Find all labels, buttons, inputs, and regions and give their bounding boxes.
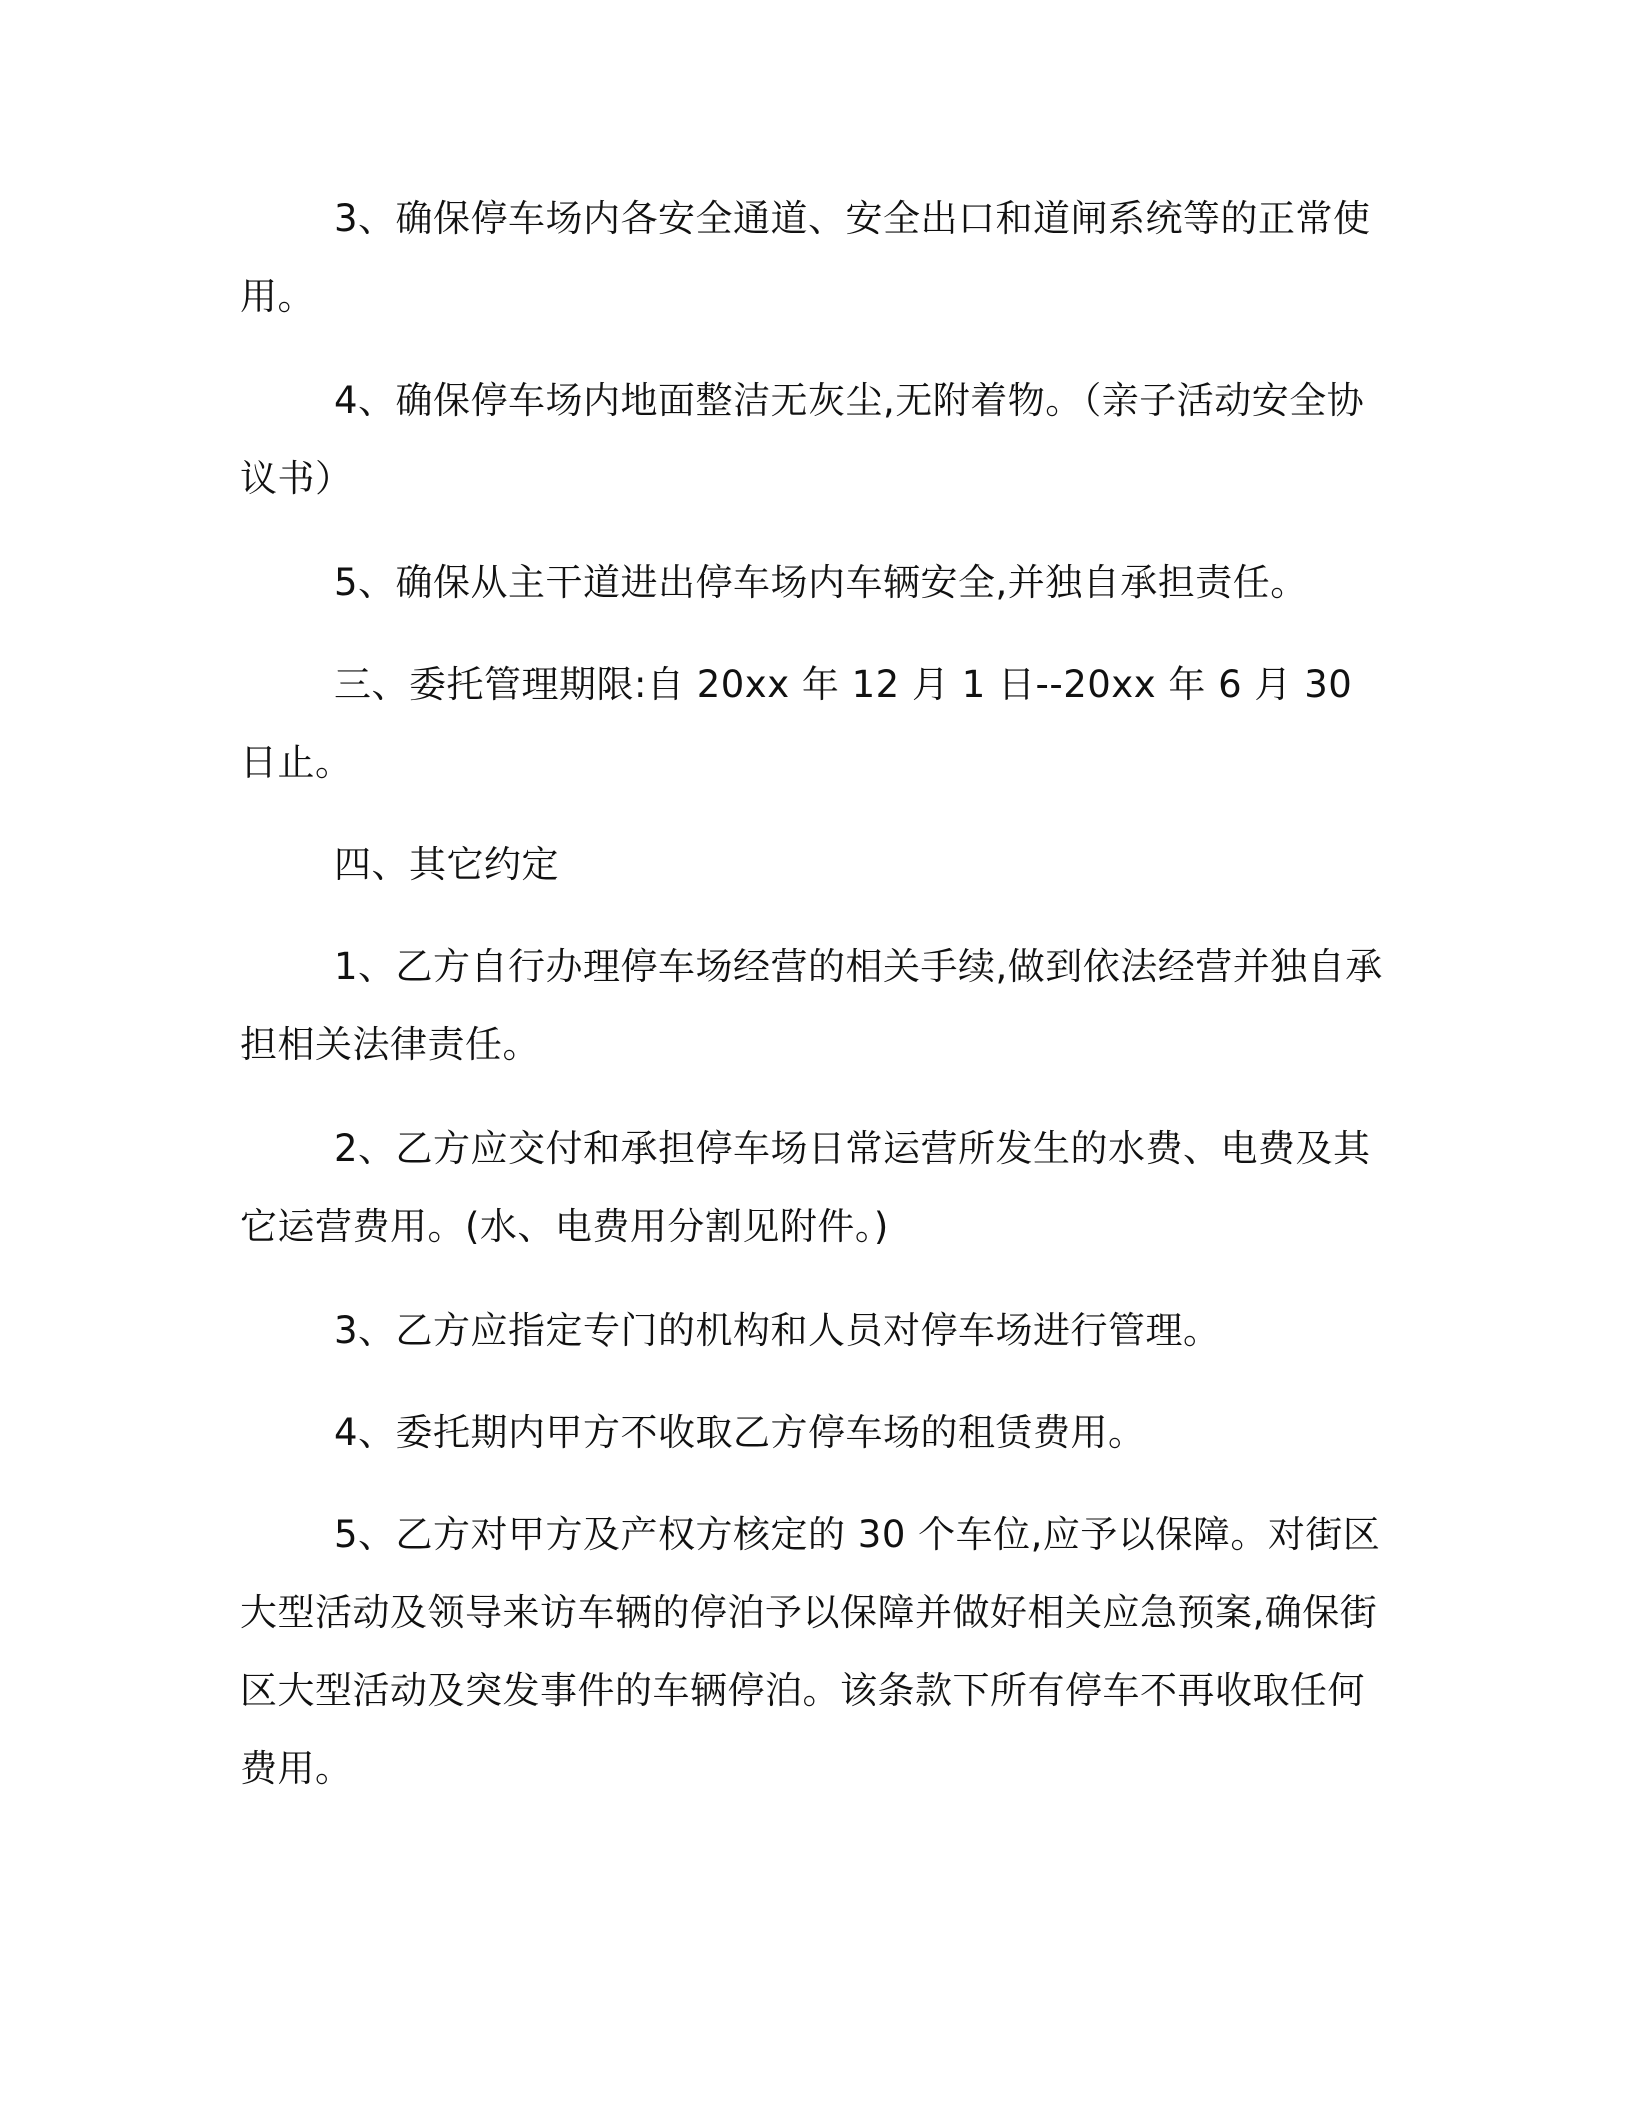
paragraph-section3-term: 三、委托管理期限:自 20xx 年 12 月 1 日--20xx 年 6 月 30 日止。: [240, 663, 1353, 784]
paragraph-section4-item5: 5、乙方对甲方及产权方核定的 30 个车位,应予以保障。对街区大型活动及领导来访车辆的停泊予以保障并做好相关应急预案,确保街区大型活动及突发事件的车辆停泊。该条款下所有停车不再收取任何费用。: [240, 1513, 1381, 1790]
paragraph-section4-item3: 3、乙方应指定专门的机构和人员对停车场进行管理。: [334, 1309, 1221, 1352]
paragraph-section2-item4: 4、确保停车场内地面整洁无灰尘,无附着物。（亲子活动安全协议书）: [240, 379, 1365, 500]
document-body: [240, 180, 1385, 1808]
section4-heading: 四、其它约定: [334, 843, 559, 886]
paragraph-section4-item1: 1、乙方自行办理停车场经营的相关手续,做到依法经营并独自承担相关法律责任。: [240, 945, 1383, 1066]
paragraph-section2-item5: 5、确保从主干道进出停车场内车辆安全,并独自承担责任。: [334, 561, 1308, 604]
paragraph-section4-item4: 4、委托期内甲方不收取乙方停车场的租赁费用。: [334, 1411, 1146, 1454]
paragraph-section4-item2: 2、乙方应交付和承担停车场日常运营所发生的水费、电费及其它运营费用。(水、电费用分割见附件。): [240, 1127, 1371, 1248]
paragraph-section2-item3: 3、确保停车场内各安全通道、安全出口和道闸系统等的正常使用。: [240, 197, 1371, 318]
